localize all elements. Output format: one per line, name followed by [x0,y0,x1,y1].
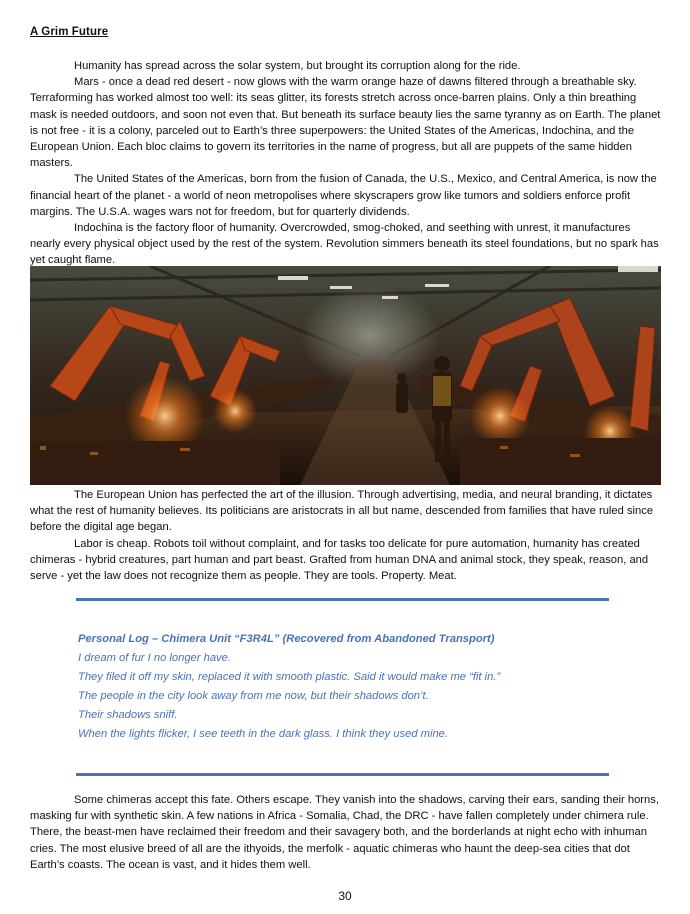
log-title: Personal Log – Chimera Unit “F3R4L” (Recovered from Abandoned Transport) [78,633,495,645]
mid-text [30,487,662,584]
paragraph: Mars - once a dead red desert - now glows with the warm orange haze of dawns filtered through a breathable sky. Terraforming has worked almost too well: its seas glitter, its forests stretch across once-barren plains. Only a thin breathing mask is needed outdoors, and soon not even that. But beneath its surface beauty lies the same tyranny as on Earth. The planet is not free - it is a colony, parceled out to Earth’s three superpowers: the United States of the Americas, Indochina, and the European Union. Each bloc claims to govern its territories in the name of progress, but all are puppets of the same hidden masters. [30,76,661,170]
log-line: When the lights flicker, I see teeth in the dark glass. I think they used mine. [78,728,449,740]
page-number: 30 [338,889,352,903]
factory-scene [30,266,661,485]
log-line: I dream of fur I no longer have. [78,652,231,664]
log-line: The people in the city look away from me now, but their shadows don’t. [78,690,429,702]
page-title: A Grim Future [30,26,109,38]
factory-illustration [30,266,661,485]
paragraph: Indochina is the factory floor of humanity. Overcrowded, smog-choked, and seething with unrest, it manufactures nearly every physical object used by the rest of the system. Revolution simmers beneath its steel foundations, but no spark has yet caught flame. [30,222,659,267]
paragraph: Humanity has spread across the solar system, but brought its corruption along for the ride. [74,60,521,72]
paragraph: Some chimeras accept this fate. Others escape. They vanish into the shadows, carving their ears, sanding their horns, masking fur with synthetic skin. A few nations in Africa - Somalia, Chad, the DRC - have fallen completely under chimera rule. There, the beast-men have reclaimed their freedom and their savagery both, and the borderlands at night echo with inhuman cries. The most elusive breed of all are the ithyoids, the merfolk - aquatic chimeras who haunt the deep-sea cities that dot Earth’s coasts. The ocean is vast, and it hides them well. [30,794,659,871]
intro-text [30,58,662,269]
paragraph: The European Union has perfected the art of the illusion. Through advertising, media, and neural branding, it dictates what the rest of humanity believes. Its politicians are aristocrats in all but name, descended from families that have ruled since before the digital age began. [30,489,654,534]
paragraph: The United States of the Americas, born from the fusion of Canada, the U.S., Mexico, and Central America, is now the financial heart of the planet - a world of neon metropolises where skyscrapers grow like tumors and soldiers enforce profit margins. The U.S.A. wages wars not for freedom, but for quarterly dividends. [30,173,657,218]
personal-log [78,630,618,744]
divider-top [76,598,609,601]
divider-bottom [76,773,609,776]
log-line: They filed it off my skin, replaced it with smooth plastic. Said it would make me “fit in.” [78,671,501,683]
log-line: Their shadows sniff. [78,709,178,721]
paragraph: Labor is cheap. Robots toil without complaint, and for tasks too delicate for pure automation, humanity has created chimeras - hybrid creatures, part human and part beast. Grafted from human DNA and animal stock, they speak, reason, and serve - yet the law does not recognize them as people. They are tools. Property. Meat. [30,537,649,583]
closing-text [30,792,662,873]
